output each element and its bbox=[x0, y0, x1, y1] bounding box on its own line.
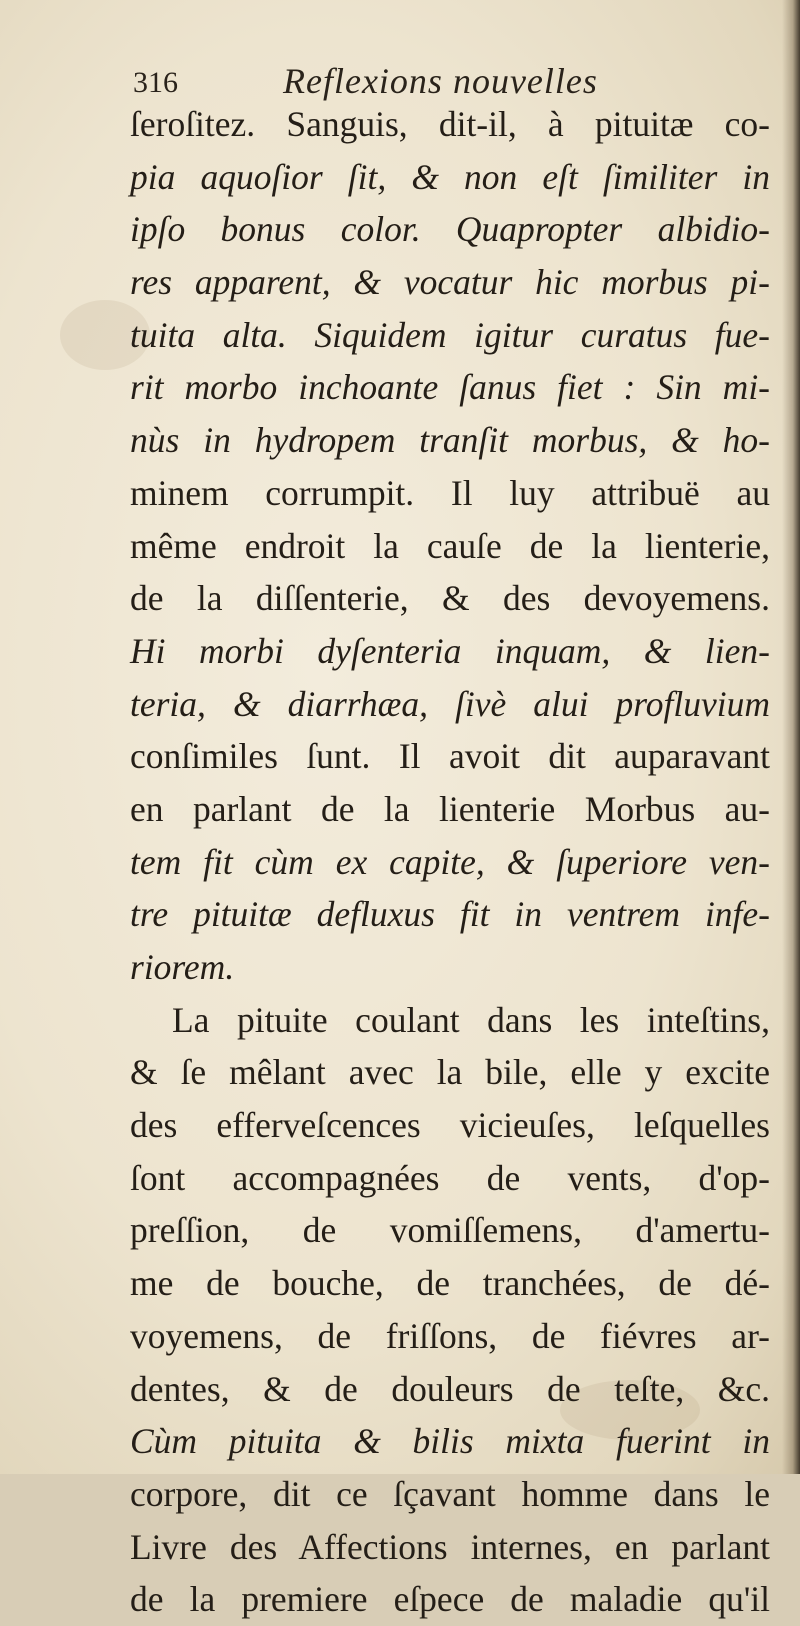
text-line: tuita alta. Siquidem igitur curatus fue- bbox=[130, 314, 770, 355]
text-line: même endroit la cauſe de la lienterie, bbox=[130, 525, 770, 566]
text-line: Cùm pituita & bilis mixta fuerint in bbox=[130, 1421, 770, 1462]
text-line: Hi morbi dyſenteria inquam, & lien- bbox=[130, 630, 770, 671]
text-line: ſont accompagnées de vents, d'op- bbox=[130, 1157, 770, 1198]
text-line: de la premiere eſpece de maladie qu'il bbox=[130, 1579, 770, 1620]
text-line: nùs in hydropem tranſit morbus, & ho- bbox=[130, 420, 770, 461]
text-line: tem fit cùm ex capite, & ſuperiore ven- bbox=[130, 841, 770, 882]
text-line: minem corrumpit. Il luy attribuë au bbox=[130, 472, 770, 513]
text-line: teria, & diarrhæa, ſivè alui profluvium bbox=[130, 683, 770, 724]
text-line: conſimiles ſunt. Il avoit dit auparavant bbox=[130, 736, 770, 777]
text-line: riorem. bbox=[130, 947, 235, 987]
page-spine-shadow bbox=[782, 0, 800, 1474]
text-line: me de bouche, de tranchées, de dé- bbox=[130, 1263, 770, 1304]
text-line: voyemens, de friſſons, de fiévres ar- bbox=[130, 1315, 770, 1356]
text-line: dentes, & de douleurs de teſte, &c. bbox=[130, 1368, 770, 1409]
text-line: en parlant de la lienterie Morbus au- bbox=[130, 788, 770, 829]
text-line: de la diſſenterie, & des devoyemens. bbox=[130, 578, 770, 619]
text-line: tre pituitæ defluxus fit in ventrem infe- bbox=[130, 894, 770, 935]
text-line: res apparent, & vocatur hic morbus pi- bbox=[130, 262, 770, 303]
text-line: rit morbo inchoante ſanus fiet : Sin mi- bbox=[130, 367, 770, 408]
body-text bbox=[130, 98, 770, 1626]
text-line: corpore, dit ce ſçavant homme dans le bbox=[130, 1473, 770, 1514]
text-line: Livre des Affections internes, en parlant bbox=[130, 1526, 770, 1567]
text-line: La pituite coulant dans les inteſtins, bbox=[172, 999, 770, 1040]
page-number: 316 bbox=[133, 66, 178, 99]
running-head: Reflexions nouvelles bbox=[283, 61, 598, 101]
text-line: ſeroſitez. Sanguis, dit-il, à pituitæ co- bbox=[130, 104, 770, 144]
text-line: des efferveſcences vicieuſes, leſquelles bbox=[130, 1105, 770, 1146]
text-line: pia aquoſior ſit, & non eſt ſimiliter in bbox=[130, 156, 770, 197]
text-line: ipſo bonus color. Quapropter albidio- bbox=[130, 209, 770, 250]
text-line: & ſe mêlant avec la bile, elle y excite bbox=[130, 1052, 770, 1093]
text-line: preſſion, de vomiſſemens, d'amertu- bbox=[130, 1210, 770, 1251]
